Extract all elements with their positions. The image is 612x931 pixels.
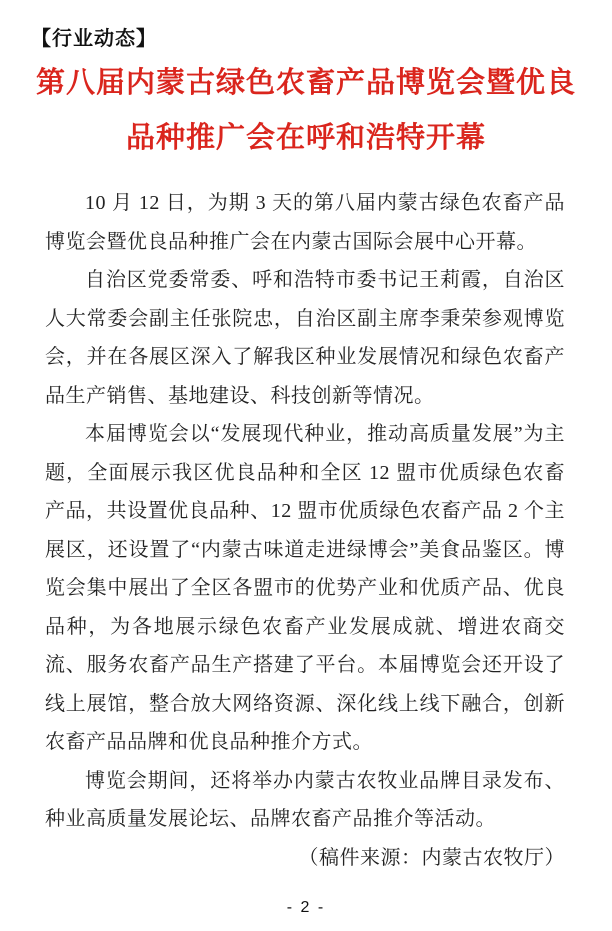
paragraph-1: 10 月 12 日，为期 3 天的第八届内蒙古绿色农畜产品博览会暨优良品种推广会在内蒙古国际会展中心开幕。	[45, 192, 565, 253]
article-body	[45, 184, 565, 877]
paragraph-2: 自治区党委常委、呼和浩特市委书记王莉霞，自治区人大常委会副主任张院忠，自治区副主席李秉荣参观博览会，并在各展区深入了解我区种业发展情况和绿色农畜产品生产销售、基地建设、科技创新等情况。	[45, 269, 565, 407]
article-title-line1: 第八届内蒙古绿色农畜产品博览会暨优良	[35, 67, 576, 99]
page-number: - 2 -	[286, 899, 326, 916]
article-title-line2: 品种推广会在呼和浩特开幕	[125, 122, 486, 154]
paragraph-3: 本届博览会以“发展现代种业，推动高质量发展”为主题，全面展示我区优良品种和全区 12 盟市优质绿色农畜产品，共设置优良品种、12 盟市优质绿色农畜产品 2 个主展区，还设置了“内蒙古味道走进绿博会”美食品鉴区。博览会集中展出了全区各盟市的优势产业和优质产品、优良品种，为各地展示绿色农畜产业发展成就、增进农商交流、服务农畜产品生产搭建了平台。本届博览会还开设了线上展馆，整合放大网络资源、深化线上线下融合，创新农畜产品品牌和优良品种推介方式。	[45, 423, 565, 753]
article-title	[0, 56, 612, 166]
section-label: 【行业动态】	[31, 28, 157, 50]
paragraph-4: 博览会期间，还将举办内蒙古农牧业品牌目录发布、种业高质量发展论坛、品牌农畜产品推介等活动。	[45, 769, 565, 830]
source-note: （稿件来源：内蒙古农牧厅）	[298, 846, 565, 869]
